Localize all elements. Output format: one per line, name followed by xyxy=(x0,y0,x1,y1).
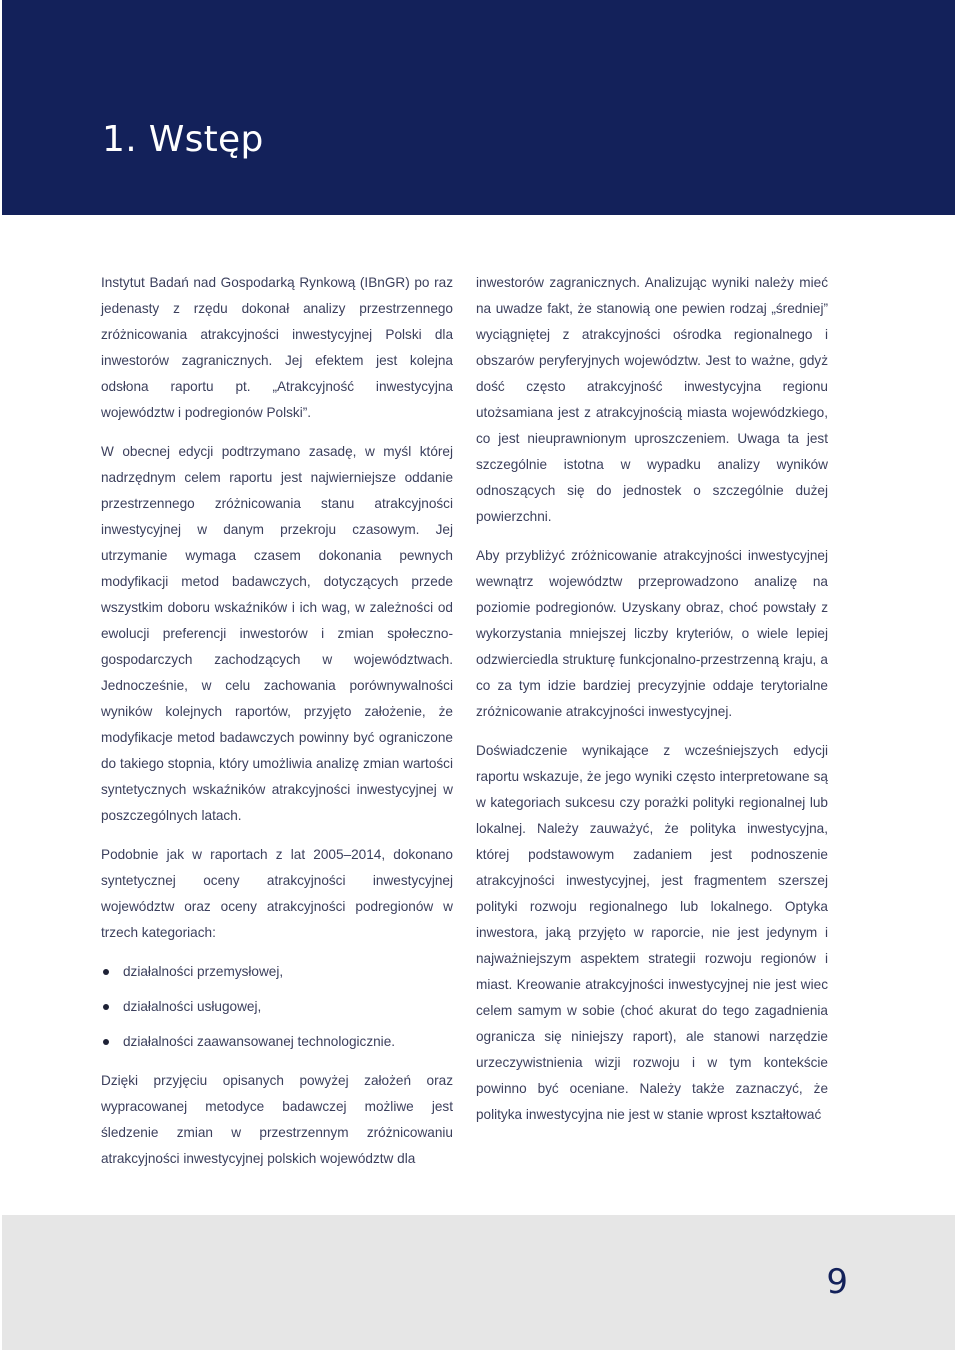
paragraph-edition: W obecnej edycji podtrzymano zasadę, w myśl której nadrzędnym celem raportu jest najwierniejsze oddanie przestrzennego zróżnicowania stanu atrakcyjności inwestycyjnej w danym przekroju czasowym. Jej utrzymanie wymaga czasem dokonania pewnych modyfikacji metod badawczych, dotyczących przede wszystkim doboru wskaźników i ich wag, w zależności od ewolucji preferencji inwestorów i zmian społeczno-gospodarczych zachodzących w województwach. Jednocześnie, w celu zachowania porównywalności wyników kolejnych raportów, przyjęto założenie, że modyfikacje metod badawczych powinny być ograniczone do takiego stopnia, który umożliwia analizę zmian wartości syntetycznych wskaźników atrakcyjności inwestycyjnej w poszczególnych latach. xyxy=(101,444,453,823)
right-column xyxy=(476,270,828,1141)
left-column xyxy=(101,270,453,1185)
paragraph-subregions: Aby przybliżyć zróżnicowanie atrakcyjności inwestycyjnej wewnątrz województw przeprowadzono analizę na poziomie podregionów. Uzyskany obraz, choć powstały z wykorzystania mniejszej liczby kryteriów, o wiele lepiej odzwierciedla strukturę funkcjonalno-przestrzenną kraju, a co za tym idzie bardziej precyzyjnie oddaje terytorialne zróżnicowanie atrakcyjności inwestycyjnej. xyxy=(476,548,828,719)
paragraph-categories-intro: Podobnie jak w raportach z lat 2005–2014, dokonano syntetycznej oceny atrakcyjności inwestycyjnej województw oraz oceny atrakcyjności podregionów w trzech kategoriach: xyxy=(101,847,453,940)
footer-band xyxy=(2,1215,955,1350)
page-number: 9 xyxy=(826,1262,848,1302)
category-list xyxy=(101,959,453,1055)
bullet-icon xyxy=(103,969,109,975)
list-item: działalności przemysłowej, xyxy=(101,959,453,985)
chapter-title: 1. Wstęp xyxy=(102,119,264,160)
paragraph-experience: Doświadczenie wynikające z wcześniejszych edycji raportu wskazuje, że jego wyniki często interpretowane są w kategoriach sukcesu czy porażki polityki regionalnej lub lokalnej. Należy zauważyć, że polityka inwestycyjna, której podstawowym zadaniem jest podnoszenie atrakcyjności inwestycyjnej, jest fragmentem szerszej polityki rozwoju regionalnego lub lokalnego. Optyka inwestora, jaką przyjęto w raporcie, nie jest jedynym i najważniejszym aspektem strategii rozwoju regionów i miast. Kreowanie atrakcyjności inwestycyjnej nie jest wiec celem samym w sobie (choć akurat do tego zagadnienia ogranicza się niniejszy raport), ale stanowi narzędzie urzeczywistnienia wizji rozwoju i w tym kontekście powinno być oceniane. Należy także zaznaczyć, że polityka inwestycyjna nie jest w stanie wprost kształtować xyxy=(476,743,828,1122)
paragraph-intro: Instytut Badań nad Gospodarką Rynkową (IBnGR) po raz jedenasty z rzędu dokonał analizy przestrzennego zróżnicowania atrakcyjności inwestycyjnej Polski dla inwestorów zagranicznych. Jej efektem jest kolejna odsłona raportu pt. „Atrakcyjność inwestycyjna województw i podregionów Polski”. xyxy=(101,275,453,420)
bullet-icon xyxy=(103,1039,109,1045)
bullet-icon xyxy=(103,1004,109,1010)
list-item: działalności zaawansowanej technologicznie. xyxy=(101,1029,453,1055)
paragraph-continuation: inwestorów zagranicznych. Analizując wyniki należy mieć na uwadze fakt, że stanowią one pewien rodzaj „średniej” wyciągniętej z atrakcyjności ośrodka regionalnego i obszarów peryferyjnych województw. Jest to ważne, gdyż dość często atrakcyjność inwestycyjna regionu utożsamiana jest z atrakcyjnością miasta wojewódzkiego, co jest nieuprawnionym uproszczeniem. Uwaga ta jest szczególnie istotna w wypadku analizy wyników odnoszących się do jednostek o szczególnie dużej powierzchni. xyxy=(476,275,828,524)
list-item: działalności usługowej, xyxy=(101,994,453,1020)
paragraph-closing: Dzięki przyjęciu opisanych powyżej założeń oraz wypracowanej metodyce badawczej możliwe jest śledzenie zmian w przestrzennym zróżnicowaniu atrakcyjności inwestycyjnej polskich województw dla xyxy=(101,1073,453,1166)
header-banner xyxy=(2,0,955,215)
